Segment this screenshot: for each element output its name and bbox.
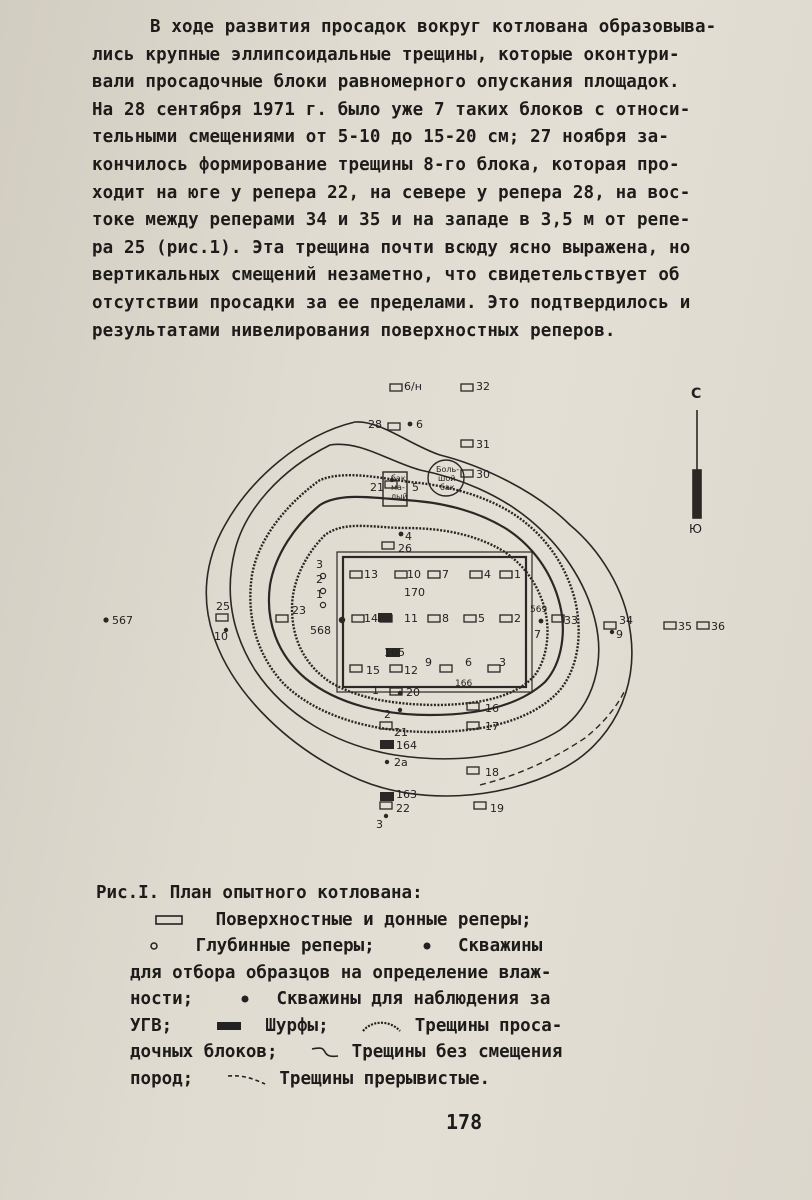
plan-mark (440, 665, 452, 672)
crack-4 (269, 497, 563, 715)
tank-small-label: лый (391, 492, 408, 501)
tank-small-label: ма- (391, 483, 405, 492)
plan-mark (216, 614, 228, 621)
fig-label: 9 (425, 656, 432, 669)
fig-label: 10 (407, 568, 421, 581)
fig-label: 2 (316, 573, 323, 586)
tank-big-label: Боль- (436, 465, 460, 474)
fig-label: 7 (442, 568, 449, 581)
plan-mark (474, 802, 486, 809)
fig-label: 1 (372, 684, 379, 697)
plan-mark (390, 384, 402, 391)
plan-mark (664, 622, 676, 629)
plan-mark (399, 532, 404, 537)
plan-mark (461, 440, 473, 447)
fig-label: 6 (416, 418, 423, 431)
wells (103, 422, 614, 819)
fig-label: 164 (396, 739, 417, 752)
fig-label: 10 (214, 630, 228, 643)
crack-broken-symbol-icon (225, 1071, 269, 1087)
plan-mark (610, 630, 614, 634)
fig-label: 569 (530, 605, 548, 615)
fig-label: 6/н (404, 380, 422, 393)
fig-label: 21 (370, 481, 384, 494)
paragraph-line: ра 25 (рис.1). Эта трещина почти всюду ясно выражена, но (92, 237, 691, 258)
fig-label: 22 (396, 802, 410, 815)
fig-label: 13 (364, 568, 378, 581)
paragraph-line: результатами нивелирования поверхностных реперов. (92, 320, 616, 341)
plan-mark (242, 996, 249, 1003)
plan-mark (312, 1048, 338, 1056)
page-number: 178 (446, 1110, 483, 1134)
plan-mark (428, 571, 440, 578)
tank-small-label: бак (391, 474, 406, 483)
fig-label: 2 (384, 708, 391, 721)
fig-label: 3 (376, 818, 383, 831)
legend-cracks: Трещины проса- (414, 1015, 563, 1036)
crack-block-symbol-icon (360, 1018, 404, 1034)
plan-mark (151, 943, 157, 949)
south-label: Ю (689, 522, 702, 536)
plan-mark (352, 615, 364, 622)
caption-title: Рис.I. План опытного котлована: (96, 883, 423, 903)
plan-mark (398, 708, 402, 712)
legend-wells: Скважины (457, 936, 543, 956)
fig-label: 11 (404, 612, 418, 625)
fig-label: 568 (310, 624, 331, 637)
plan-mark (380, 740, 394, 749)
paragraph-line: На 28 сентября 1971 г. было уже 7 таких блоков с относи- (92, 99, 691, 120)
fig-label: 12 (404, 664, 418, 677)
fig-label: 7 (534, 628, 541, 641)
legend-line (96, 1066, 796, 1093)
fig-label: 166 (455, 679, 473, 689)
legend-deep: Глубинные реперы; (195, 936, 375, 956)
fig-label: 8 (442, 612, 449, 625)
legend-line (96, 1013, 796, 1040)
plan-mark (380, 802, 392, 809)
fig-label: 163 (396, 788, 417, 801)
figure-caption (96, 880, 796, 1092)
legend-wells-end: ности; (130, 989, 194, 1009)
paragraph-line: лись крупные эллипсоидальные трещины, которые оконтури- (92, 44, 680, 65)
fig-label: 25 (216, 600, 230, 613)
plan-mark (604, 622, 616, 629)
fig-label: 5 (412, 481, 419, 494)
plan-mark (388, 423, 400, 430)
plan-mark (539, 619, 544, 624)
plan-mark (461, 384, 473, 391)
plan-mark (398, 691, 402, 695)
legend-gw: Скважины для наблюдения за (276, 989, 551, 1009)
fig-label: 6 (465, 656, 472, 669)
paragraph-line: ходит на юге у репера 22, на севере у репера 28, на вос- (92, 182, 691, 203)
plan-mark (390, 665, 402, 672)
fig-label: 31 (476, 438, 490, 451)
plan-mark (350, 571, 362, 578)
fig-label: 165 (384, 646, 405, 659)
fig-label: 28 (368, 418, 382, 431)
fig-label: 16 (485, 702, 499, 715)
plan-mark (380, 792, 394, 801)
plan-mark (378, 613, 392, 622)
fig-label: 4 (484, 568, 491, 581)
legend-broken: Трещины прерывистые. (279, 1068, 491, 1089)
fig-label: 33 (564, 614, 578, 627)
plan-mark (384, 814, 388, 818)
fig-label: 32 (476, 380, 490, 393)
plan-mark (382, 542, 394, 549)
paragraph-line: вертикальных смещений незаметно, что свидетельствует об (92, 265, 680, 286)
fig-label: 15 (366, 664, 380, 677)
well-symbol-icon (417, 939, 437, 953)
plan-mark (112, 380, 725, 831)
benchmarks (216, 384, 709, 809)
legend-line (96, 933, 796, 960)
plan-mark (697, 622, 709, 629)
plan-mark (467, 703, 479, 710)
legend-line (96, 986, 796, 1013)
fig-label: 17 (485, 720, 499, 733)
paragraph-line: вали просадочные блоки равномерного опускания площадок. (92, 72, 680, 93)
fig-label: 3 (316, 558, 323, 571)
legend-pits: Шурфы; (265, 1015, 329, 1036)
fig-label: 36 (711, 620, 725, 633)
fig-label: 170 (404, 586, 425, 599)
legend-line: для отбора образцов на определение влаж- (130, 962, 552, 983)
plan-mark (428, 615, 440, 622)
gw-well-symbol-icon (235, 992, 255, 1006)
paragraph-line: В ходе развития просадок вокруг котлована образовыва- (150, 17, 717, 37)
fig-label: 21 (394, 726, 408, 739)
plan-mark (423, 943, 430, 950)
legend-line (96, 1039, 796, 1066)
fig-label: 1 (514, 568, 521, 581)
fig-label: 567 (112, 614, 133, 627)
plan-mark (339, 617, 345, 623)
legend-surface: Поверхностные и донные реперы; (215, 909, 532, 930)
plan-mark (228, 1075, 265, 1083)
crack-broken (480, 690, 625, 785)
fig-label: 4 (405, 530, 412, 543)
fig-label: 23 (292, 604, 306, 617)
fig-label: 30 (476, 468, 490, 481)
legend-cracks-end: дочных блоков; (130, 1042, 278, 1062)
fig-label: 2 (514, 612, 521, 625)
crack-noshift-symbol-icon (309, 1044, 341, 1060)
fig-label: 19 (490, 802, 504, 815)
legend-gw-end: УГВ; (130, 1015, 173, 1036)
legend-noshift: Трещины без смещения (351, 1042, 563, 1062)
north-arrow-bar (693, 470, 701, 518)
pit-plan-drawing (0, 360, 812, 850)
plan-mark (500, 615, 512, 622)
fig-label: 14 (364, 612, 378, 625)
tank-big-label: бак (440, 483, 455, 492)
paragraph-line: кончилось формирование трещины 8-го блока, которая про- (92, 154, 680, 175)
fig-label: 2а (394, 756, 408, 769)
tank-big-label: шой (438, 474, 456, 483)
fig-label: 18 (485, 766, 499, 779)
body-paragraph (92, 14, 804, 345)
plan-mark (385, 760, 389, 764)
fig-label: 35 (678, 620, 692, 633)
plan-mark (467, 767, 479, 774)
plan-mark (395, 571, 407, 578)
fig-label: 3 (499, 656, 506, 669)
fig-label: 34 (619, 614, 633, 627)
pit-symbol-icon (214, 1019, 244, 1033)
paragraph-line: токе между реперами 34 и 35 и на западе в 3,5 м от репе- (92, 210, 691, 231)
legend-noshift-end: пород; (130, 1068, 194, 1089)
fig-label: 5 (478, 612, 485, 625)
fig-label: 9 (616, 628, 623, 641)
plan-mark (363, 1022, 400, 1030)
plan-mark (350, 665, 362, 672)
paragraph-line: отсутствии просадки за ее пределами. Это подтвердилось и (92, 292, 691, 313)
plan-mark (217, 1022, 241, 1030)
plan-mark (408, 422, 413, 427)
plan-mark (103, 617, 108, 622)
plan-mark (500, 571, 512, 578)
plan-mark (206, 384, 709, 809)
fig-label: 1 (316, 588, 323, 601)
benchmark-symbol-icon (154, 913, 184, 927)
plan-mark (464, 615, 476, 622)
plan-mark (470, 571, 482, 578)
fig-label: 20 (406, 686, 420, 699)
legend-line (96, 907, 796, 934)
deep-benchmark-symbol-icon (144, 939, 164, 953)
plan-mark (276, 615, 288, 622)
paragraph-line: тельными смещениями от 5-10 до 15-20 см; 27 ноября за- (92, 127, 670, 148)
plan-mark (156, 916, 182, 924)
pit-plan-figure (0, 360, 812, 850)
fig-label: 26 (398, 542, 412, 555)
plan-mark (320, 602, 325, 607)
north-label: С (691, 386, 702, 402)
